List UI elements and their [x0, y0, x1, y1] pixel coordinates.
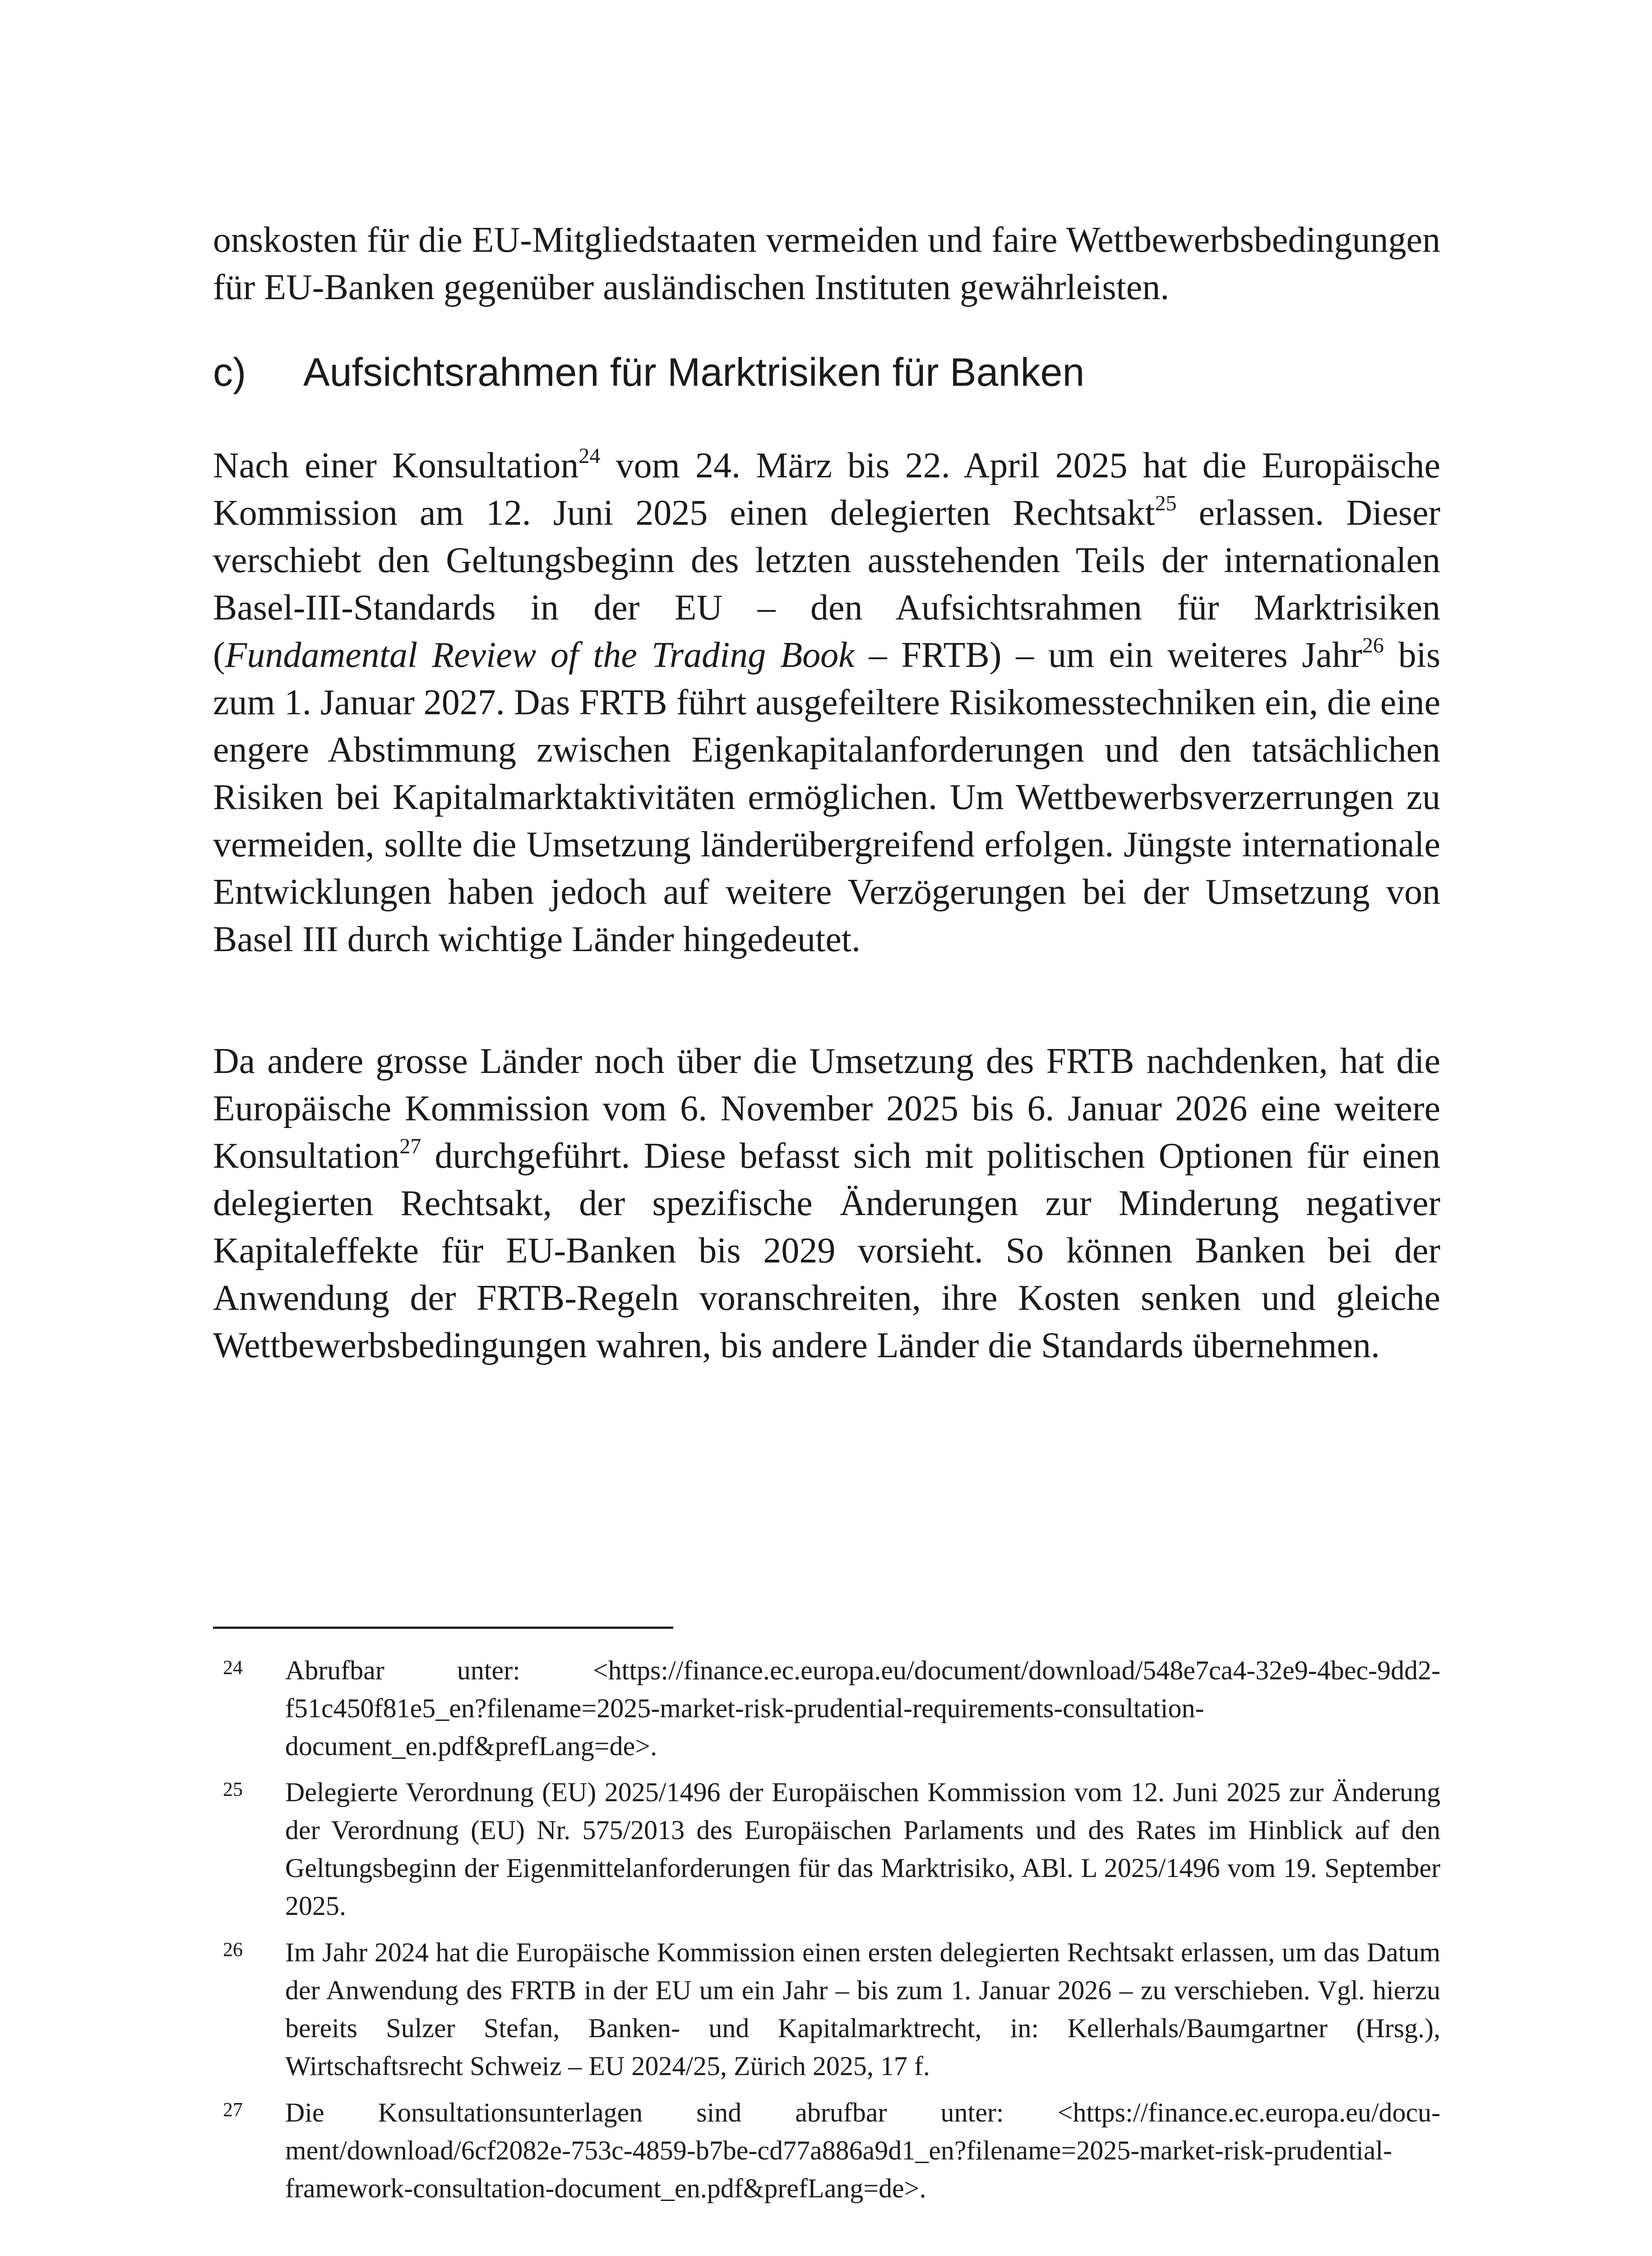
p1-italic-term: Fundamental Review of the Trading Book [225, 635, 855, 675]
footnote-number: 27 [223, 2099, 243, 2121]
footnote-26 [213, 1933, 1440, 2085]
paragraph-1 [213, 442, 1440, 963]
footnote-25 [213, 1773, 1440, 1925]
section-number: c) [213, 350, 246, 394]
p1-text-1: Nach einer Konsultation [213, 446, 579, 485]
p1-text-3: erlassen. Dieser verschiebt den Geltungsbeginn des letzten ausstehenden Teils der internationalen Basel-III-Standards in der EU – den Aufsichtsrahmen für Marktrisiken ( [213, 493, 1440, 675]
section-title: Aufsichtsrahmen für Marktrisiken für Banken [303, 350, 1085, 394]
intro-paragraph: onskosten für die EU-Mitgliedstaaten vermeiden und faire Wettbewerbsbedingungen für EU-Banken gegenüber ausländischen Instituten gewährleisten. [213, 220, 1440, 307]
footnote-text: Die Konsultationsunterlagen sind abrufbar unter: <https://finance.ec.europa.eu/document/download/6cf2082e-753c-4859-b7be-cd77a886a9d1_en?filename=2025-market-risk-prudential-framework-consultation-document_en.pdf&prefLang=de>. [285, 2098, 1440, 2203]
p2-text-2: durchgeführt. Diese befasst sich mit politischen Optionen für einen delegierten Rechtsakt, der spezifische Änderungen zur Minderung negativer Kapitaleffekte für EU-Banken bis 2029 vorsieht. So können Banken bei der Anwendung der FRTB-Regeln voranschreiten, ihre Kosten senken und gleiche Wettbewerbsbedingungen wahren, bis andere Länder die Standards übernehmen. [213, 1136, 1440, 1365]
footnote-divider [213, 1627, 673, 1629]
footnote-27 [213, 2094, 1440, 2207]
p2-text-1: Da andere grosse Länder noch über die Umsetzung des FRTB nachdenken, hat die Europäische Kommission vom 6. November 2025 bis 6. Januar 2026 eine weitere Konsultation [213, 1041, 1440, 1176]
footnote-ref-24[interactable]: 24 [578, 444, 601, 468]
footnote-24 [213, 1651, 1440, 1765]
footnote-ref-25[interactable]: 25 [1155, 491, 1177, 515]
footnote-number: 25 [223, 1778, 243, 1800]
footnote-number: 26 [223, 1938, 243, 1960]
footnote-text: Im Jahr 2024 hat die Europäische Kommission einen ersten delegierten Rechtsakt erlassen, um das Datum der Anwendung des FRTB in der EU um ein Jahr – bis zum 1. Januar 2026 – zu verschieben. Vgl. hierzu bereits Sulzer Stefan, Banken- und Kapitalmarktrecht, in: Kellerhals/Baumgartner (Hrsg.), Wirtschaftsrecht Schweiz – EU 2024/25, Zürich 2025, 17 f. [285, 1937, 1440, 2081]
p1-text-4: – FRTB) – um ein weiteres Jahr [854, 635, 1362, 675]
paragraph-2 [213, 1038, 1440, 1369]
p1-text-2: vom 24. März bis 22. April 2025 hat die Europäische Kommission am 12. Juni 2025 einen delegierten Rechtsakt [213, 446, 1441, 533]
footnote-number: 24 [223, 1656, 243, 1678]
p1-text-5: bis zum 1. Januar 2027. Das FRTB führt ausgefeiltere Risikomesstechniken ein, die eine engere Abstimmung zwischen Eigenkapitalanforderungen und den tatsächlichen Risiken bei Kapitalmarktaktivitäten ermöglichen. Um Wettbewerbsverzerrungen zu vermeiden, sollte die Umsetzung länderübergreifend erfolgen. Jüngste internationale Entwicklungen haben jedoch auf weitere Verzögerungen bei der Umsetzung von Basel III durch wichtige Länder hingedeutet. [213, 635, 1440, 959]
footnote-text: Delegierte Verordnung (EU) 2025/1496 der Europäischen Kommission vom 12. Juni 2025 zur Änderung der Verordnung (EU) Nr. 575/2013 des Europäischen Parlaments und des Rates im Hinblick auf den Geltungsbeginn der Eigenmittelanforderungen für das Marktrisiko, ABl. L 2025/1496 vom 19. September 2025. [285, 1777, 1440, 1921]
footnote-text: Abrufbar unter: <https://finance.ec.europa.eu/document/download/548e7ca4-32e9-4bec-9dd2-f51c450f81e5_en?filename=2025-market-risk-prudential-requirements-consultation-document_en.pdf&prefLang=de>. [285, 1655, 1440, 1761]
footnote-ref-27[interactable]: 27 [399, 1134, 421, 1158]
section-heading [213, 347, 1440, 397]
footnote-ref-26[interactable]: 26 [1362, 633, 1384, 657]
